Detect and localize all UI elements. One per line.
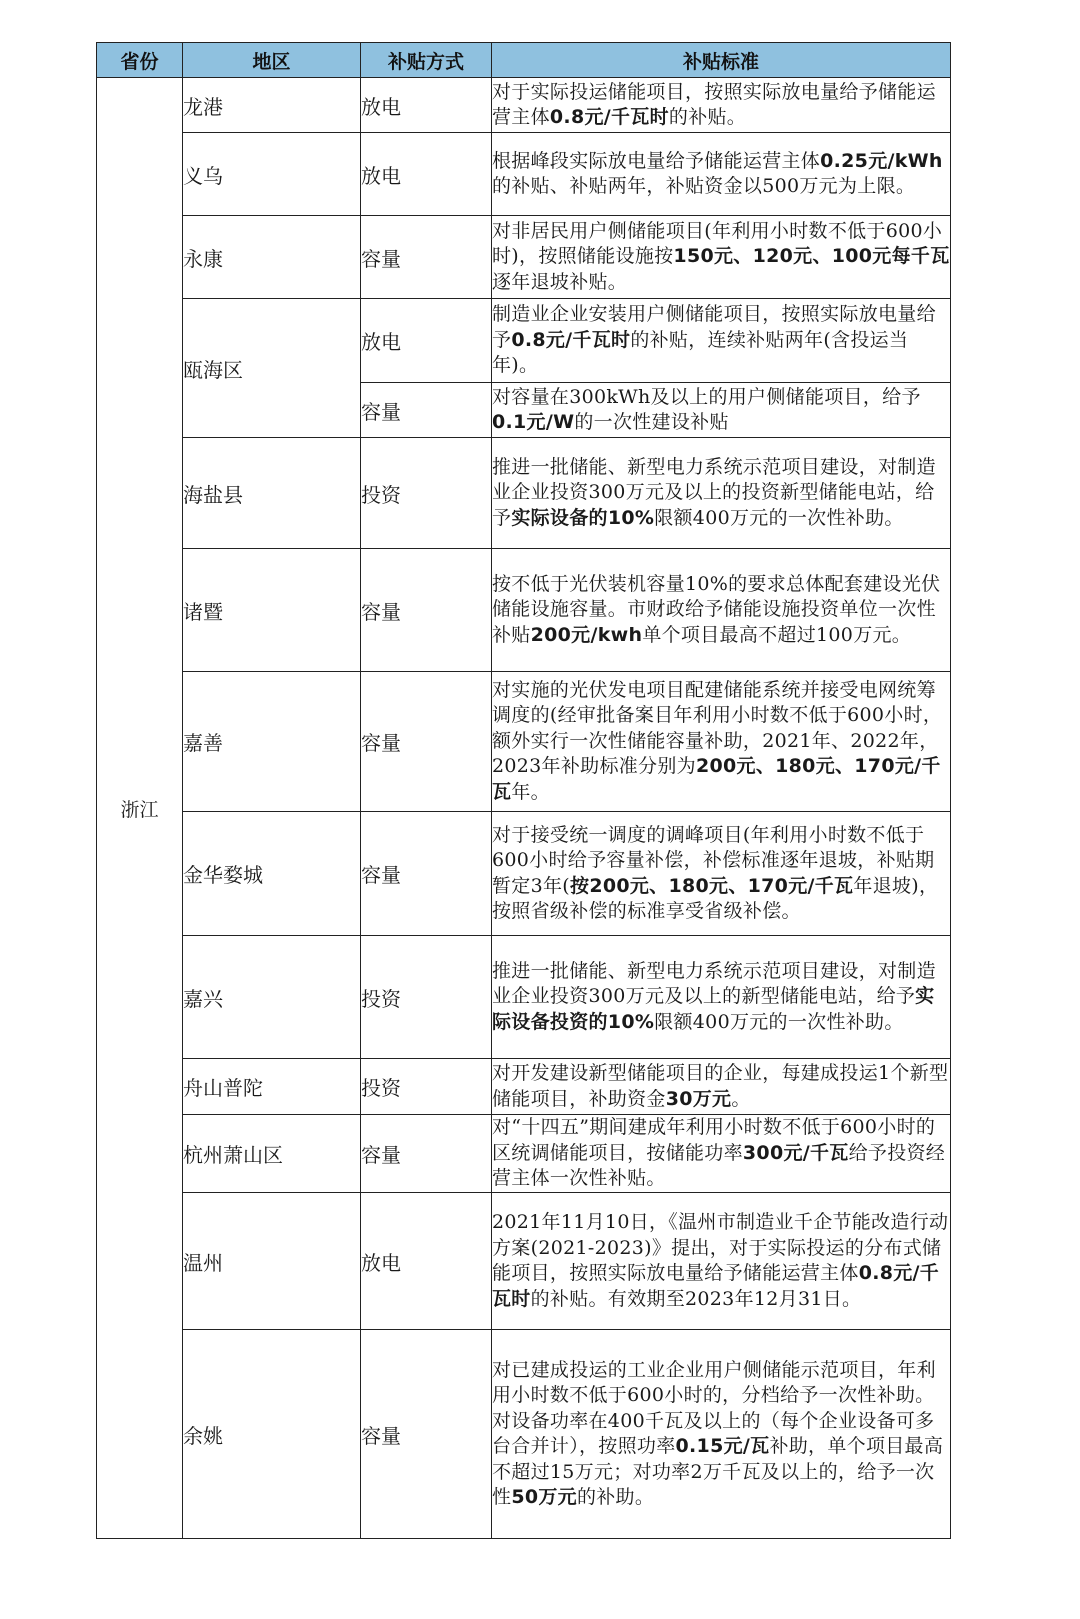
standard-text: 的补贴。有效期至2023年12月31日。 bbox=[530, 1287, 862, 1310]
standard-highlight: 0.25元/kWh bbox=[820, 149, 943, 172]
standard-cell bbox=[492, 936, 951, 1059]
standard-text: 的补贴。 bbox=[668, 106, 747, 128]
region-cell: 瓯海区 bbox=[183, 299, 361, 438]
standard-text: 的补助。 bbox=[576, 1486, 655, 1508]
table-row bbox=[97, 1330, 951, 1539]
method-cell: 放电 bbox=[361, 133, 492, 216]
standard-text: 对开发建设新型储能项目的企业，每建成投运1个新型储能项目，补助资金 bbox=[492, 1062, 949, 1110]
method-cell: 投资 bbox=[361, 1059, 492, 1115]
header-province: 省份 bbox=[97, 43, 183, 78]
header-standard: 补贴标准 bbox=[492, 43, 951, 78]
standard-cell bbox=[492, 672, 951, 812]
standard-text: 单个项目最高不超过100万元。 bbox=[642, 623, 912, 646]
standard-text: 年退坡)，按照省级补偿的标准享受省级补偿。 bbox=[492, 874, 939, 922]
standard-cell bbox=[492, 438, 951, 549]
standard-highlight: 200元、180元、170元/千瓦 bbox=[492, 755, 941, 803]
table-row bbox=[97, 1193, 951, 1330]
standard-text: 。 bbox=[731, 1087, 751, 1110]
header-region: 地区 bbox=[183, 43, 361, 78]
table-row bbox=[97, 549, 951, 672]
region-cell: 温州 bbox=[183, 1193, 361, 1330]
standard-text: 补助，单个项目最高不超过15万元；对功率2万千瓦及以上的，给予一次性 bbox=[492, 1435, 944, 1508]
standard-highlight: 30万元 bbox=[665, 1087, 732, 1110]
method-cell: 投资 bbox=[361, 438, 492, 549]
standard-cell bbox=[492, 299, 951, 383]
standard-highlight: 0.8元/千瓦时 bbox=[549, 106, 669, 128]
table-row bbox=[97, 812, 951, 936]
region-cell: 嘉兴 bbox=[183, 936, 361, 1059]
standard-highlight: 300元/千瓦 bbox=[742, 1141, 849, 1164]
standard-cell bbox=[492, 549, 951, 672]
method-cell: 容量 bbox=[361, 1115, 492, 1193]
standard-text: 的一次性建设补贴 bbox=[574, 411, 729, 433]
standard-cell bbox=[492, 1115, 951, 1193]
standard-text: 逐年退坡补贴。 bbox=[492, 270, 628, 293]
standard-text: 推进一批储能、新型电力系统示范项目建设，对制造业企业投资300万元及以上的投资新型储能电站，给予 bbox=[492, 455, 936, 529]
table-row bbox=[97, 438, 951, 549]
standard-highlight: 150元、120元、100元每千瓦 bbox=[673, 245, 950, 268]
table-row bbox=[97, 133, 951, 216]
method-cell: 容量 bbox=[361, 383, 492, 438]
region-cell: 诸暨 bbox=[183, 549, 361, 672]
standard-text: 对容量在300kWh及以上的用户侧储能项目，给予 bbox=[492, 385, 921, 408]
standard-highlight: 实际设备的10% bbox=[511, 506, 655, 529]
standard-highlight: 200元/kwh bbox=[530, 623, 643, 646]
standard-text: 限额400万元的一次性补助。 bbox=[654, 506, 904, 529]
standard-text: 根据峰段实际放电量给予储能运营主体 bbox=[492, 149, 821, 172]
standard-highlight: 0.1元/W bbox=[492, 411, 575, 433]
standard-text: 给予投资经营主体一次性补贴。 bbox=[492, 1141, 946, 1190]
table-row bbox=[97, 936, 951, 1059]
standard-text: 对“十四五”期间建成年利用小时数不低于600小时的区统调储能项目，按储能功率 bbox=[492, 1116, 936, 1164]
table-row bbox=[97, 299, 951, 383]
standard-cell bbox=[492, 1059, 951, 1115]
standard-highlight: 0.8元/千瓦时 bbox=[492, 1262, 940, 1310]
table-row bbox=[97, 672, 951, 812]
standard-text: 对于接受统一调度的调峰项目(年利用小时数不低于600小时给予容量补偿，补偿标准逐年退坡，补贴期暂定3年( bbox=[492, 823, 935, 897]
standard-text: 对已建成投运的工业企业用户侧储能示范项目，年利用小时数不低于600小时的，分档给予一次性补助。对设备功率在400千瓦及以上的（每个企业设备可多台合并计），按照功率 bbox=[492, 1358, 936, 1457]
standard-cell bbox=[492, 383, 951, 438]
standard-text: 年。 bbox=[511, 780, 550, 803]
region-cell: 永康 bbox=[183, 216, 361, 299]
method-cell: 容量 bbox=[361, 1330, 492, 1539]
standard-cell bbox=[492, 1330, 951, 1539]
standard-text: 对实施的光伏发电项目配建储能系统并接受电网统筹调度的(经审批备案目年利用小时数不低于600小时，额外实行一次性储能容量补助，2021年、2022年，2023年补助标准分别为 bbox=[492, 678, 943, 778]
standard-cell bbox=[492, 1193, 951, 1330]
standard-text: 制造业企业安装用户侧储能项目，按照实际放电量给予 bbox=[492, 303, 936, 351]
standard-text: 2021年11月10日，《温州市制造业千企节能改造行动方案(2021-2023)》提出，对于实际投运的分布式储能项目，按照实际放电量给予储能运营主体 bbox=[492, 1211, 949, 1284]
standard-highlight: 0.15元/瓦 bbox=[675, 1435, 770, 1457]
region-cell: 海盐县 bbox=[183, 438, 361, 549]
standard-cell bbox=[492, 133, 951, 216]
header-method: 补贴方式 bbox=[361, 43, 492, 78]
table-row bbox=[97, 216, 951, 299]
subsidy-table bbox=[96, 42, 951, 1539]
standard-text: 按不低于光伏装机容量10%的要求总体配套建设光伏储能设施容量。市财政给予储能设施投资单位一次性补贴 bbox=[492, 572, 941, 646]
table-row bbox=[97, 78, 951, 133]
standard-cell bbox=[492, 812, 951, 936]
region-cell: 龙港 bbox=[183, 78, 361, 133]
province-cell: 浙江 bbox=[97, 78, 183, 1539]
region-cell: 余姚 bbox=[183, 1330, 361, 1539]
region-cell: 义乌 bbox=[183, 133, 361, 216]
table-row bbox=[97, 1115, 951, 1193]
standard-text: 对于实际投运储能项目，按照实际放电量给予储能运营主体 bbox=[492, 80, 936, 128]
standard-cell bbox=[492, 216, 951, 299]
standard-text: 的补贴、补贴两年，补贴资金以500万元为上限。 bbox=[492, 175, 916, 197]
header-row bbox=[97, 43, 951, 78]
standard-highlight: 50万元 bbox=[511, 1486, 577, 1508]
standard-cell bbox=[492, 78, 951, 133]
method-cell: 放电 bbox=[361, 299, 492, 383]
standard-text: 对非居民用户侧储能项目(年利用小时数不低于600小时)，按照储能设施按 bbox=[492, 219, 943, 268]
standard-highlight: 实际设备投资的10% bbox=[492, 985, 935, 1033]
method-cell: 容量 bbox=[361, 672, 492, 812]
method-cell: 容量 bbox=[361, 812, 492, 936]
method-cell: 容量 bbox=[361, 549, 492, 672]
standard-text: 限额400万元的一次性补助。 bbox=[654, 1010, 904, 1033]
standard-text: 的补贴，连续补贴两年(含投运当年)。 bbox=[492, 328, 909, 377]
standard-highlight: 按200元、180元、170元/千瓦 bbox=[570, 874, 854, 897]
method-cell: 放电 bbox=[361, 78, 492, 133]
table-row bbox=[97, 1059, 951, 1115]
method-cell: 容量 bbox=[361, 216, 492, 299]
region-cell: 嘉善 bbox=[183, 672, 361, 812]
region-cell: 杭州萧山区 bbox=[183, 1115, 361, 1193]
region-cell: 金华婺城 bbox=[183, 812, 361, 936]
region-cell: 舟山普陀 bbox=[183, 1059, 361, 1115]
method-cell: 放电 bbox=[361, 1193, 492, 1330]
standard-text: 推进一批储能、新型电力系统示范项目建设，对制造业企业投资300万元及以上的新型储能电站，给予 bbox=[492, 959, 936, 1008]
method-cell: 投资 bbox=[361, 936, 492, 1059]
standard-highlight: 0.8元/千瓦时 bbox=[511, 328, 631, 351]
